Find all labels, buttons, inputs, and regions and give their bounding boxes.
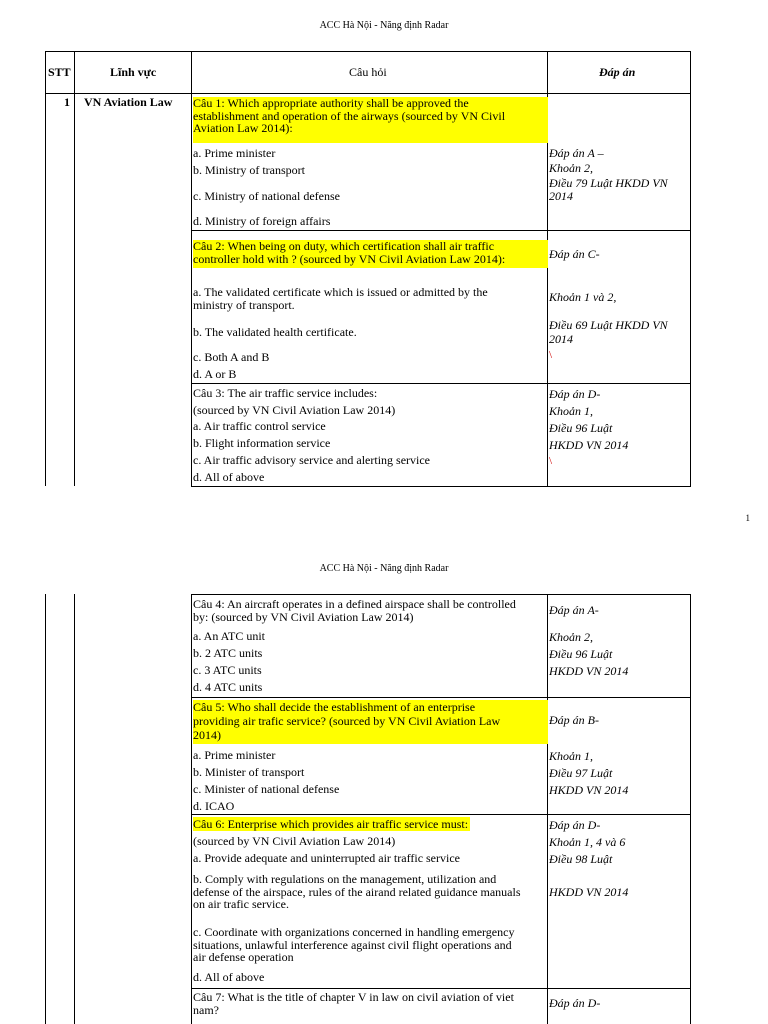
question-4-option: c. 3 ATC units <box>193 663 262 677</box>
question-6-option: c. Coordinate with organizations concerned in handling emergency situations, unlawful interference against civil flight operations and air defense operation <box>193 925 515 964</box>
table-border <box>74 594 75 1024</box>
question-4-option: b. 2 ATC units <box>193 646 263 660</box>
question-3-line: (sourced by VN Civil Aviation Law 2014) <box>193 403 396 417</box>
correction-mark: \ <box>549 455 553 467</box>
question-1-option: a. Prime minister <box>193 146 276 160</box>
question-6-option: d. All of above <box>193 970 265 984</box>
question-4-option: d. 4 ATC units <box>193 680 263 694</box>
table-border <box>191 383 691 384</box>
page-header: ACC Hà Nội - Năng định Radar <box>319 563 449 574</box>
question-7-stem: Câu 7: What is the title of chapter V in law on civil aviation of viet nam? <box>193 990 514 1017</box>
answer-2: Đáp án C- <box>549 247 600 261</box>
question-1-stem: Câu 1: Which appropriate authority shall be approved the establishment and operation of the airways (sourced by VN Civil Aviation Law 2014): <box>193 97 548 143</box>
table-border <box>690 51 691 486</box>
question-3-option: d. All of above <box>193 470 265 484</box>
question-6-line: (sourced by VN Civil Aviation Law 2014) <box>193 834 396 848</box>
question-3-line: Câu 3: The air traffic service includes: <box>193 386 378 400</box>
answer-4: Đáp án A- <box>549 603 599 617</box>
question-3-option: b. Flight information service <box>193 436 331 450</box>
question-2-option: d. A or B <box>193 367 237 381</box>
page-header: ACC Hà Nội - Năng định Radar <box>319 20 449 31</box>
answer-6: Đáp án D- Khoản 1, 4 và 6 Điều 98 Luật <box>549 818 626 866</box>
correction-mark: \ <box>549 349 553 361</box>
column-header-stt: STT <box>48 65 71 79</box>
answer-7: Đáp án D- <box>549 996 601 1010</box>
question-5-stem: Câu 5: Who shall decide the establishment of an enterprise providing air trafic service? (sourced by VN Civil Aviation Law 2014) <box>193 700 548 744</box>
table-border <box>690 594 691 1024</box>
answer-2-article: Điều 69 Luật HKDD VN 2014 <box>549 318 668 346</box>
table-border <box>191 486 691 487</box>
question-3-option: a. Air traffic control service <box>193 419 326 433</box>
question-1-option: c. Ministry of national defense <box>193 189 340 203</box>
question-5-option: b. Minister of transport <box>193 765 305 779</box>
answer-5: Đáp án B- <box>549 713 599 727</box>
table-border <box>191 594 192 1024</box>
question-1-option: b. Ministry of transport <box>193 163 305 177</box>
question-5-option: d. ICAO <box>193 799 235 813</box>
question-5-option: a. Prime minister <box>193 748 276 762</box>
row-field: VN Aviation Law <box>84 95 173 109</box>
column-header-field: Lĩnh vực <box>110 65 157 79</box>
row-number: 1 <box>64 95 70 109</box>
answer-6-law: HKDD VN 2014 <box>549 885 629 899</box>
column-header-answer: Đáp án <box>599 65 636 79</box>
table-border <box>45 93 691 94</box>
table-border <box>191 988 691 989</box>
question-2-stem: Câu 2: When being on duty, which certification shall air traffic controller hold with ? (sourced by VN Civil Aviation Law 2014): <box>193 240 548 268</box>
question-6-title: Câu 6: Enterprise which provides air traffic service must: <box>193 817 469 831</box>
question-2-option: b. The validated health certificate. <box>193 325 357 339</box>
question-2-option: c. Both A and B <box>193 350 270 364</box>
table-border <box>74 51 75 486</box>
question-1-option: d. Ministry of foreign affairs <box>193 214 331 228</box>
table-border <box>45 594 46 1024</box>
question-5-option: c. Minister of national defense <box>193 782 340 796</box>
table-border <box>191 814 691 815</box>
table-border <box>191 697 691 698</box>
answer-1: Đáp án A – Khoản 2, Điều 79 Luật HKDD VN 2014 <box>549 146 668 203</box>
table-border <box>191 594 691 595</box>
table-border <box>45 51 46 486</box>
table-border <box>45 51 691 52</box>
table-border <box>191 51 192 486</box>
page-number: 1 <box>745 513 750 523</box>
question-3-option: c. Air traffic advisory service and alerting service <box>193 453 431 467</box>
table-border <box>191 230 691 231</box>
question-6-option: b. Comply with regulations on the management, utilization and defense of the airspace, rules of the airand related guidance manuals on air trafic service. <box>193 872 521 911</box>
answer-5-ref: Khoản 1, Điều 97 Luật HKDD VN 2014 <box>549 749 629 797</box>
question-4-option: a. An ATC unit <box>193 629 266 643</box>
answer-3: Đáp án D- Khoản 1, Điều 96 Luật HKDD VN 2014 <box>549 387 629 452</box>
question-6-option: a. Provide adequate and uninterrupted air traffic service <box>193 851 460 865</box>
column-header-question: Câu hỏi <box>349 65 387 79</box>
answer-4-ref: Khoản 2, Điều 96 Luật HKDD VN 2014 <box>549 630 629 678</box>
question-2-option: a. The validated certificate which is issued or admitted by the ministry of transport. <box>193 285 488 312</box>
answer-2-clause: Khoản 1 và 2, <box>549 290 617 304</box>
question-4-stem: Câu 4: An aircraft operates in a defined airspace shall be controlled by: (sourced by VN Civil Aviation Law 2014) <box>193 597 516 624</box>
